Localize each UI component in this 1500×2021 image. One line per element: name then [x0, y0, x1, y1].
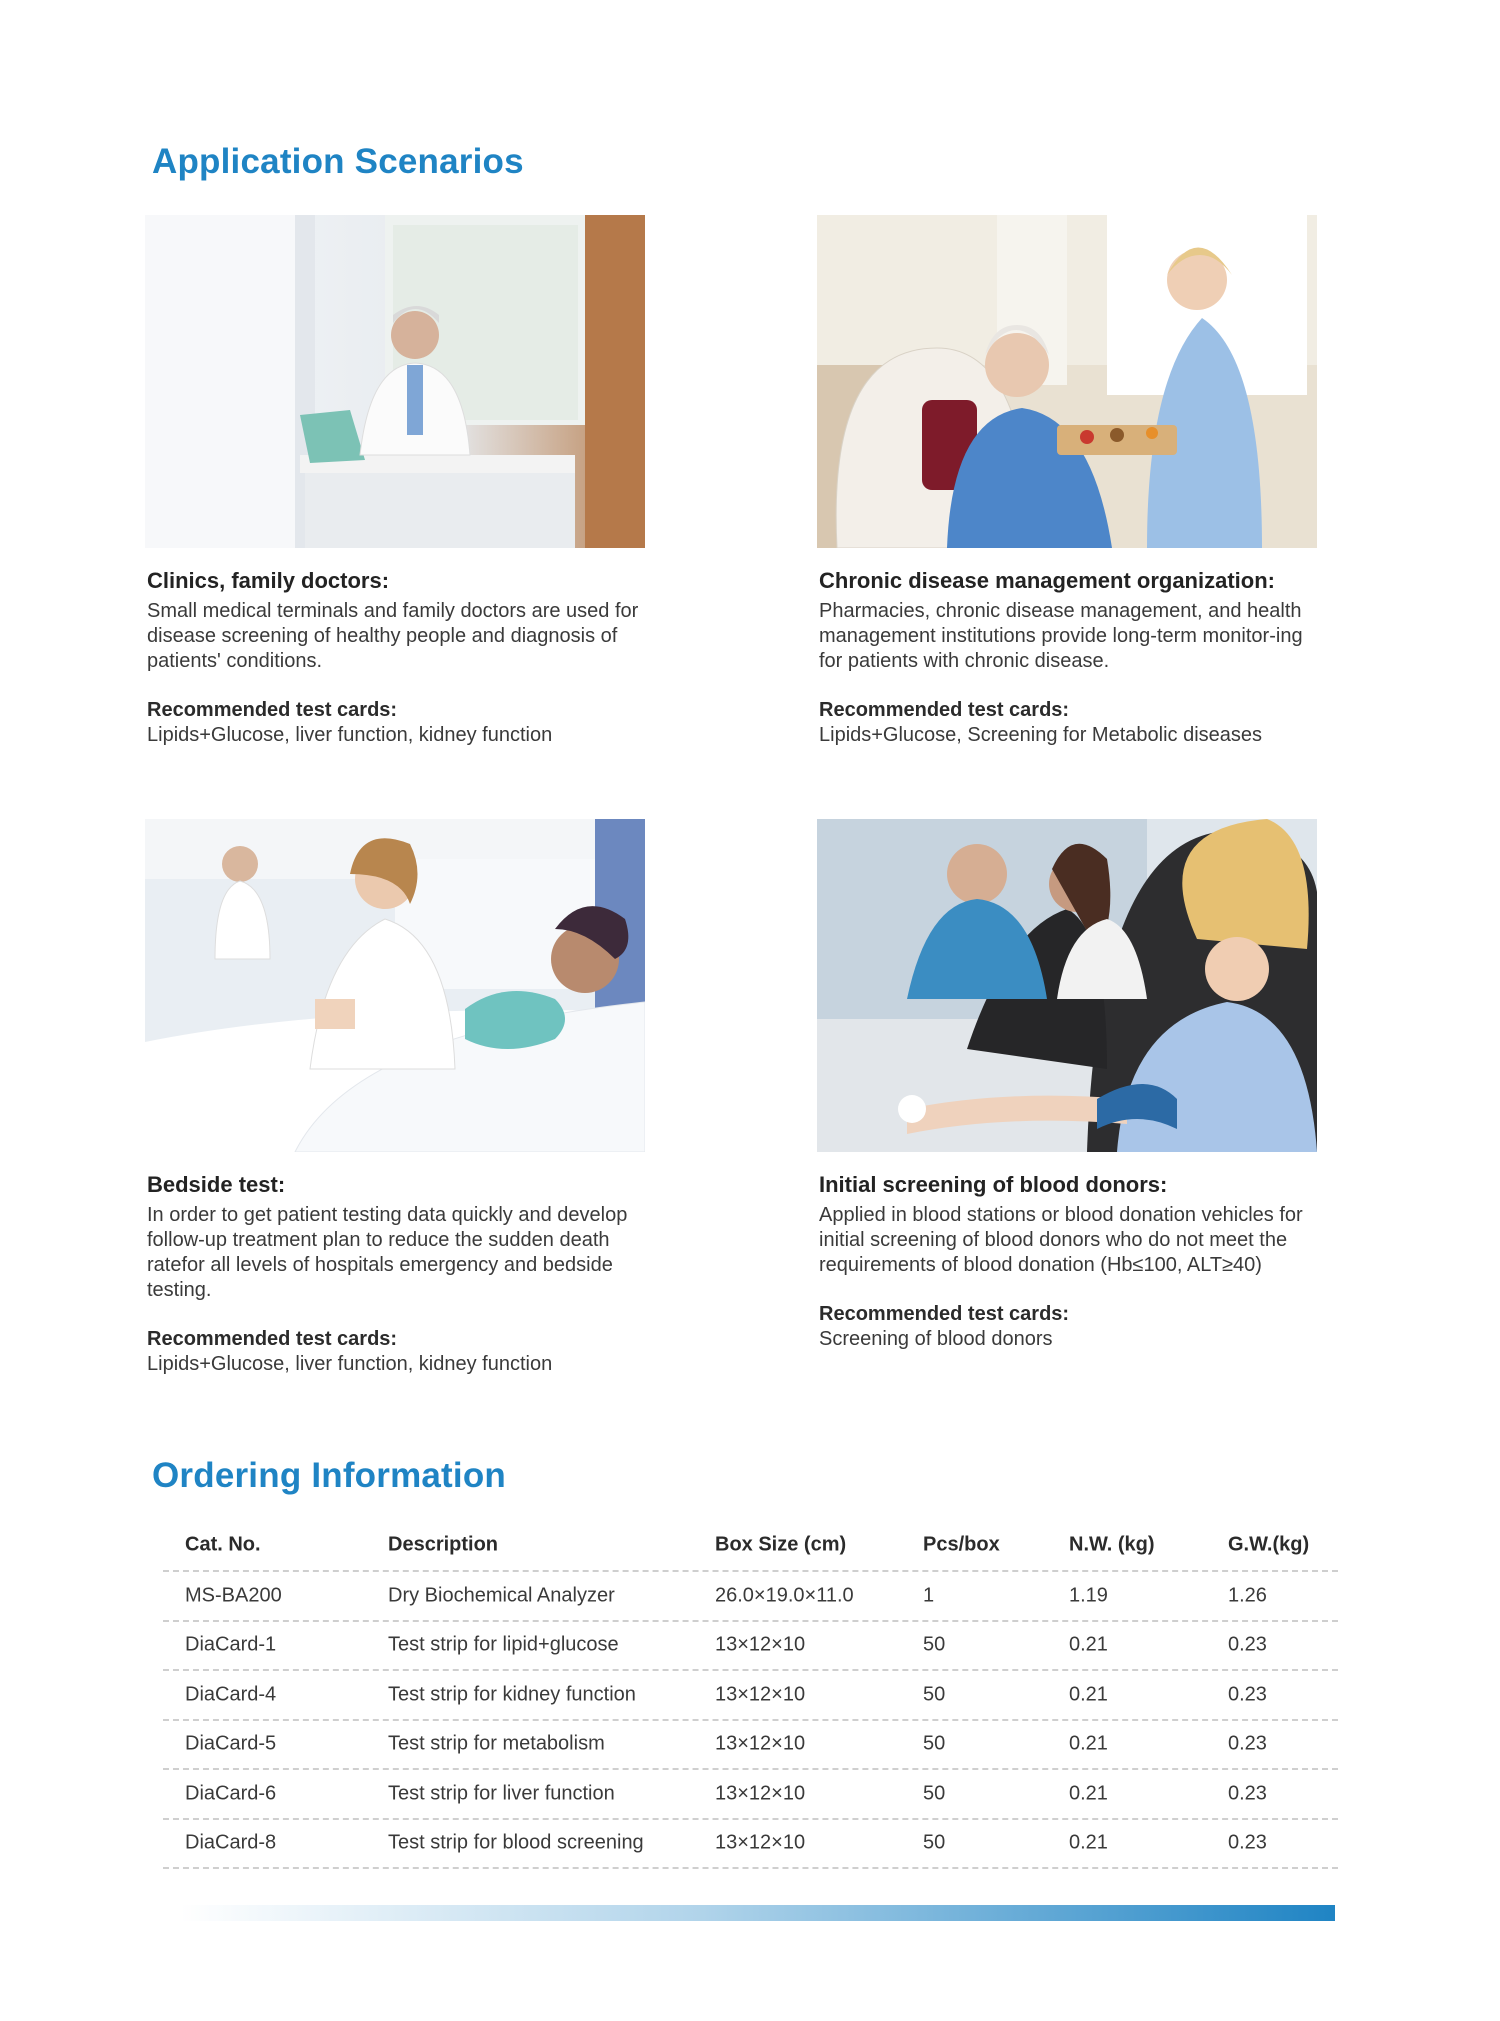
recommended-label: Recommended test cards:: [819, 1303, 1070, 1325]
cell-gross-weight: 0.23: [1228, 1633, 1267, 1656]
table-header-row: [163, 1520, 1338, 1572]
ordering-table: [163, 1520, 1338, 1869]
cell-box-size: 13×12×10: [715, 1633, 806, 1656]
cell-net-weight: 0.21: [1069, 1831, 1108, 1854]
card-description: Applied in blood stations or blood donation vehicles for initial screening of blood donors who do not meet the requirements of blood donation (Hb≤100, ALT≥40): [819, 1204, 1303, 1276]
cell-cat-no: DiaCard-6: [185, 1782, 277, 1805]
scenario-card-bedside: [145, 819, 665, 1376]
cell-description: Test strip for kidney function: [388, 1683, 636, 1706]
cell-box-size: 13×12×10: [715, 1831, 806, 1854]
ordering-information-title: Ordering Information: [152, 1456, 506, 1495]
cell-pcs-box: 50: [923, 1633, 946, 1656]
cell-description: Test strip for blood screening: [388, 1831, 644, 1854]
table-row: [163, 1820, 1338, 1870]
cell-gross-weight: 0.23: [1228, 1831, 1267, 1854]
header-description: Description: [388, 1533, 499, 1556]
cell-pcs-box: 50: [923, 1732, 946, 1755]
header-box-size: Box Size (cm): [715, 1533, 847, 1556]
header-pcs-box: Pcs/box: [923, 1533, 1000, 1556]
cell-net-weight: 0.21: [1069, 1683, 1108, 1706]
cell-cat-no: DiaCard-1: [185, 1633, 277, 1656]
cell-box-size: 13×12×10: [715, 1683, 806, 1706]
cell-pcs-box: 50: [923, 1782, 946, 1805]
nurse-serving-elderly-photo: [817, 215, 1317, 548]
decorative-gradient-bar: [180, 1905, 1335, 1921]
table-row: [163, 1622, 1338, 1672]
table-row: [163, 1671, 1338, 1721]
cell-pcs-box: 50: [923, 1683, 946, 1706]
scenario-card-donors: [817, 819, 1337, 1351]
card-description: Small medical terminals and family doctors are used for disease screening of healthy people and diagnosis of patients' conditions.: [147, 600, 639, 672]
cell-description: Test strip for lipid+glucose: [388, 1633, 619, 1656]
cell-cat-no: DiaCard-8: [185, 1831, 277, 1854]
card-description: Pharmacies, chronic disease management, and health management institutions provide long-term monitor-ing for patients with chronic disease.: [819, 600, 1303, 672]
recommended-value: Lipids+Glucose, liver function, kidney function: [147, 724, 553, 746]
recommended-value: Lipids+Glucose, Screening for Metabolic diseases: [819, 724, 1263, 746]
table-row: [163, 1572, 1338, 1622]
recommended-label: Recommended test cards:: [147, 699, 398, 721]
cell-description: Test strip for liver function: [388, 1782, 615, 1805]
card-heading: Chronic disease management organization:: [819, 568, 1275, 593]
recommended-label: Recommended test cards:: [819, 699, 1070, 721]
card-heading: Initial screening of blood donors:: [819, 1172, 1168, 1197]
card-heading: Clinics, family doctors:: [147, 568, 390, 593]
blood-donation-photo: [817, 819, 1317, 1152]
header-cat-no: Cat. No.: [185, 1533, 261, 1556]
cell-net-weight: 0.21: [1069, 1732, 1108, 1755]
cell-cat-no: MS-BA200: [185, 1584, 282, 1607]
recommended-label: Recommended test cards:: [147, 1328, 398, 1350]
cell-net-weight: 1.19: [1069, 1584, 1108, 1607]
cell-description: Test strip for metabolism: [388, 1732, 605, 1755]
header-gross-weight: G.W.(kg): [1228, 1533, 1310, 1556]
cell-description: Dry Biochemical Analyzer: [388, 1584, 615, 1607]
recommended-value: Lipids+Glucose, liver function, kidney function: [147, 1353, 553, 1375]
table-row: [163, 1721, 1338, 1771]
cell-gross-weight: 1.26: [1228, 1584, 1267, 1607]
cell-cat-no: DiaCard-5: [185, 1732, 277, 1755]
cell-box-size: 26.0×19.0×11.0: [715, 1584, 854, 1607]
doctor-at-desk-photo: [145, 215, 645, 548]
cell-gross-weight: 0.23: [1228, 1732, 1267, 1755]
card-description: In order to get patient testing data quickly and develop follow-up treatment plan to reduce the sudden death ratefor all levels of hospitals emergency and bedside testing.: [147, 1204, 628, 1301]
cell-cat-no: DiaCard-4: [185, 1683, 277, 1706]
cell-pcs-box: 1: [923, 1584, 935, 1607]
scenario-card-clinics: [145, 215, 665, 747]
bedside-doctor-patient-photo: [145, 819, 645, 1152]
header-net-weight: N.W. (kg): [1069, 1533, 1155, 1556]
cell-pcs-box: 50: [923, 1831, 946, 1854]
card-heading: Bedside test:: [147, 1172, 286, 1197]
table-row: [163, 1770, 1338, 1820]
recommended-value: Screening of blood donors: [819, 1328, 1053, 1350]
cell-gross-weight: 0.23: [1228, 1782, 1267, 1805]
scenario-card-chronic: [817, 215, 1337, 747]
cell-net-weight: 0.21: [1069, 1633, 1108, 1656]
cell-box-size: 13×12×10: [715, 1782, 806, 1805]
cell-box-size: 13×12×10: [715, 1732, 806, 1755]
cell-gross-weight: 0.23: [1228, 1683, 1267, 1706]
cell-net-weight: 0.21: [1069, 1782, 1108, 1805]
application-scenarios-title: Application Scenarios: [152, 142, 524, 181]
